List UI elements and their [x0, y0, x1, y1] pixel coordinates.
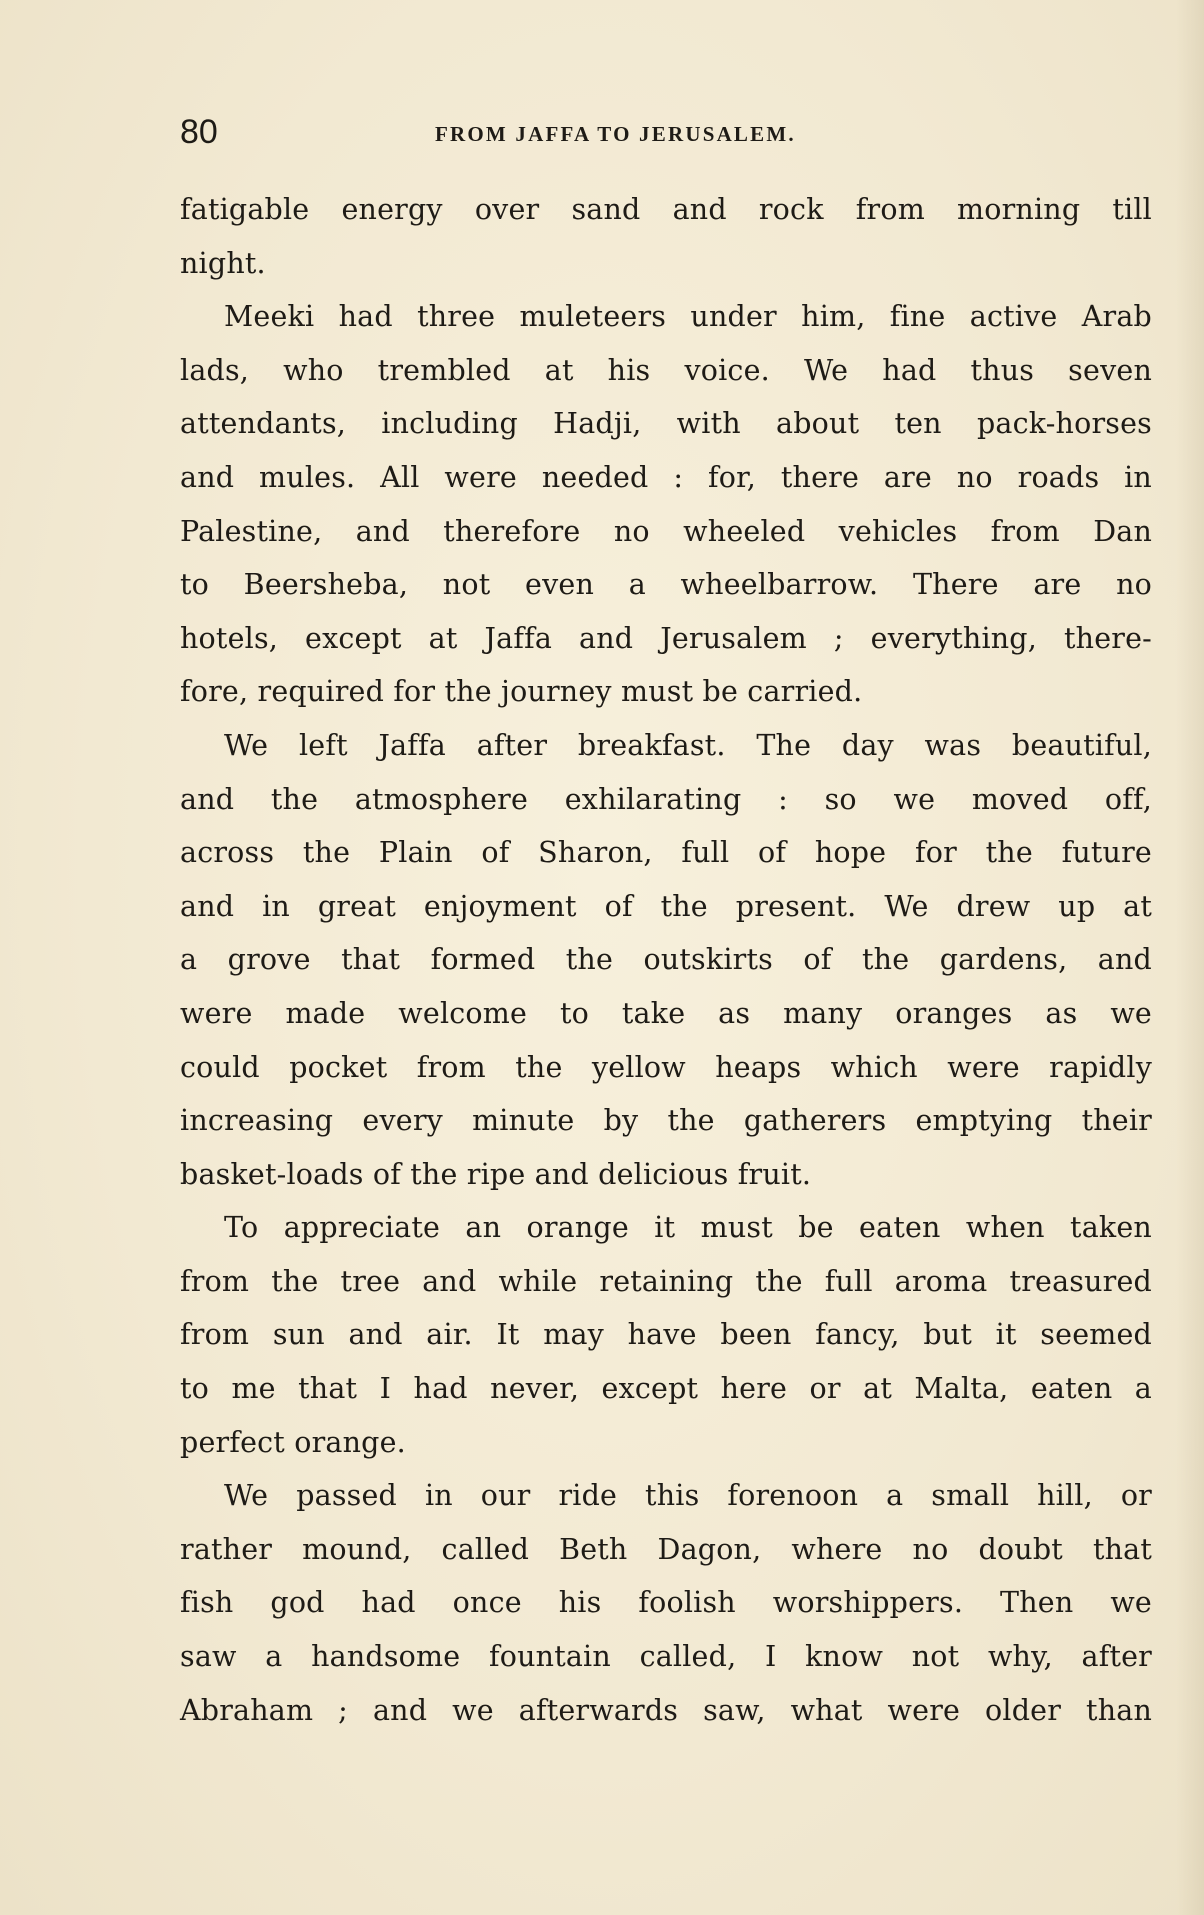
text-line: We passed in our ride this forenoon a small hill, or	[224, 1479, 1152, 1513]
text-line: and mules. All were needed : for, there are no roads in	[180, 460, 1152, 494]
text-line: and the atmosphere exhilarating : so we moved off,	[180, 782, 1152, 816]
text-line: lads, who trembled at his voice. We had thus seven	[180, 353, 1152, 387]
body-text	[180, 183, 1152, 1737]
text-line: from sun and air. It may have been fancy, but it seemed	[180, 1318, 1152, 1352]
text-line: and in great enjoyment of the present. We drew up at	[180, 889, 1152, 923]
text-line: rather mound, called Beth Dagon, where no doubt that	[180, 1532, 1152, 1566]
text-line: night.	[180, 246, 266, 280]
text-line: to me that I had never, except here or at Malta, eaten a	[180, 1372, 1152, 1406]
text-line: fish god had once his foolish worshippers. Then we	[180, 1586, 1152, 1620]
text-line: a grove that formed the outskirts of the gardens, and	[180, 943, 1152, 977]
page-edge-shadow	[1176, 0, 1204, 1915]
text-line: hotels, except at Jaffa and Jerusalem ; everything, there-	[180, 621, 1152, 655]
page-number: 80	[180, 113, 218, 151]
text-line: basket-loads of the ripe and delicious fruit.	[180, 1157, 812, 1191]
text-line: to Beersheba, not even a wheelbarrow. There are no	[180, 568, 1152, 602]
text-line: To appreciate an orange it must be eaten when taken	[224, 1211, 1152, 1245]
text-line: Meeki had three muleteers under him, fine active Arab	[224, 300, 1152, 334]
text-line: could pocket from the yellow heaps which were rapidly	[180, 1050, 1152, 1084]
text-line: We left Jaffa after breakfast. The day was beautiful,	[224, 728, 1152, 762]
page-header	[180, 108, 1160, 160]
running-head: FROM JAFFA TO JERUSALEM.	[435, 122, 796, 146]
text-line: saw a handsome fountain called, I know not why, after	[180, 1640, 1152, 1674]
text-line: from the tree and while retaining the full aroma treasured	[180, 1264, 1152, 1298]
text-line: fatigable energy over sand and rock from morning till	[180, 193, 1152, 226]
text-line: attendants, including Hadji, with about ten pack-horses	[180, 407, 1152, 441]
text-line: Abraham ; and we afterwards saw, what were older than	[180, 1693, 1152, 1727]
text-line: across the Plain of Sharon, full of hope for the future	[180, 836, 1152, 870]
text-line: increasing every minute by the gatherers emptying their	[180, 1104, 1152, 1138]
text-line: Palestine, and therefore no wheeled vehicles from Dan	[180, 514, 1152, 548]
text-line: fore, required for the journey must be carried.	[180, 675, 863, 709]
text-line: perfect orange.	[180, 1425, 406, 1459]
text-line: were made welcome to take as many oranges as we	[180, 996, 1152, 1030]
